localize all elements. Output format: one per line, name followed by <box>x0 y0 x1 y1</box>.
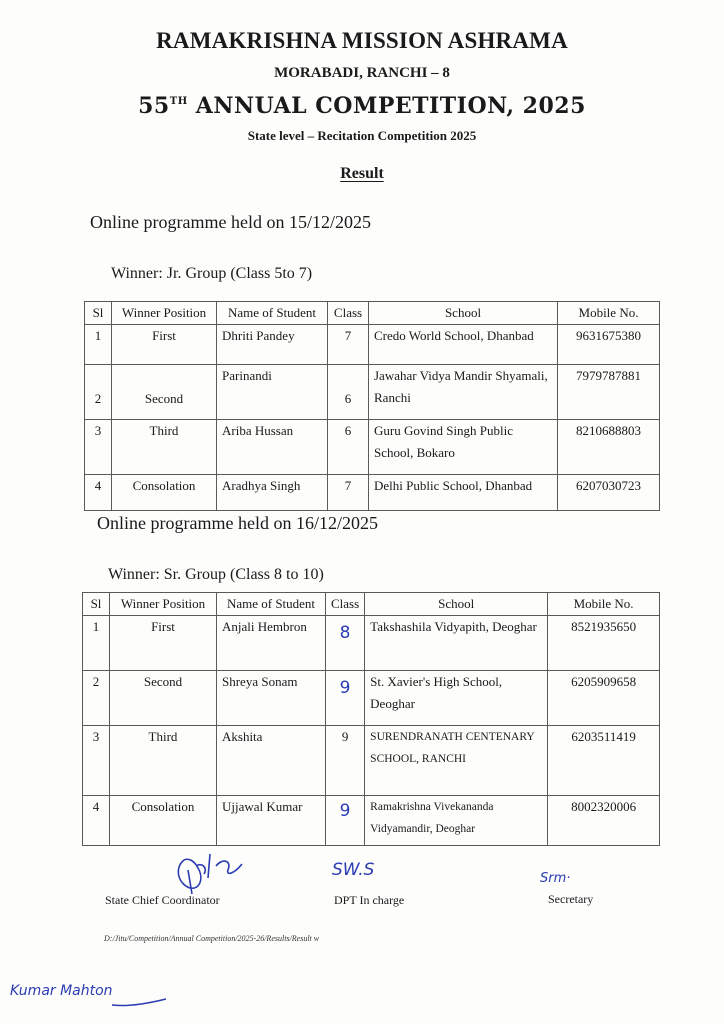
cell-name: Ariba Hussan <box>217 420 328 475</box>
cell-class-handwritten: 9 <box>326 671 365 726</box>
result-heading <box>0 165 724 183</box>
cell-school: St. Xavier's High School, Deoghar <box>365 671 548 726</box>
table-row <box>85 325 660 365</box>
cell-mobile: 8002320006 <box>548 796 660 846</box>
cell-mobile: 8521935650 <box>548 616 660 671</box>
table-row <box>83 726 660 796</box>
cell-school: Jawahar Vidya Mandir Shyamali, Ranchi <box>369 365 558 420</box>
coordinator-signature <box>170 848 260 898</box>
competition-title <box>0 93 724 119</box>
cell-position: First <box>112 325 217 365</box>
signature-underline <box>110 995 170 1009</box>
cell-mobile: 7979787881 <box>558 365 660 420</box>
cell-sl: 3 <box>85 420 112 475</box>
cell-mobile: 6203511419 <box>548 726 660 796</box>
cell-name: Aradhya Singh <box>217 475 328 511</box>
cell-school: Ramakrishna Vivekananda Vidyamandir, Deoghar <box>365 796 548 846</box>
table-row <box>85 475 660 511</box>
cell-sl: 1 <box>85 325 112 365</box>
coordinator-label: State Chief Coordinator <box>105 893 220 907</box>
dpt-signature: SW.S <box>332 860 375 880</box>
cell-class: 7 <box>328 325 369 365</box>
cell-class-handwritten: 9 <box>326 796 365 846</box>
col-mobile: Mobile No. <box>548 593 660 616</box>
cell-sl: 4 <box>85 475 112 511</box>
col-sl: Sl <box>85 302 112 325</box>
cell-class: 6 <box>328 420 369 475</box>
table-row <box>83 671 660 726</box>
cell-school: Takshashila Vidyapith, Deoghar <box>365 616 548 671</box>
col-position: Winner Position <box>110 593 217 616</box>
competition-name: ANNUAL COMPETITION, 2025 <box>187 93 586 119</box>
org-name: RAMAKRISHNA MISSION ASHRAMA <box>156 28 568 53</box>
cell-position: Third <box>112 420 217 475</box>
cell-position: Second <box>110 671 217 726</box>
junior-group-title: Winner: Jr. Group (Class 5to 7) <box>111 265 313 282</box>
cell-class: 7 <box>328 475 369 511</box>
col-name: Name of Student <box>217 302 328 325</box>
cell-mobile: 6207030723 <box>558 475 660 511</box>
secretary-signature: Srm· <box>540 871 571 886</box>
secretary-label: Secretary <box>548 892 594 906</box>
cell-mobile: 9631675380 <box>558 325 660 365</box>
table-row <box>83 796 660 846</box>
cell-position: Consolation <box>112 475 217 511</box>
table-row <box>83 616 660 671</box>
cell-position: First <box>110 616 217 671</box>
col-class: Class <box>326 593 365 616</box>
cell-sl: 2 <box>85 365 112 420</box>
cell-class: 9 <box>326 726 365 796</box>
org-address: MORABADI, RANCHI – 8 <box>274 65 450 81</box>
cell-mobile: 8210688803 <box>558 420 660 475</box>
cell-name: Anjali Hembron <box>217 616 326 671</box>
col-sl: Sl <box>83 593 110 616</box>
col-name: Name of Student <box>217 593 326 616</box>
cell-class-handwritten: 8 <box>326 616 365 671</box>
edition-number: 55 <box>138 93 170 119</box>
cell-school: SURENDRANATH CENTENARY SCHOOL, RANCHI <box>365 726 548 796</box>
cell-name: Dhriti Pandey <box>217 325 328 365</box>
col-class: Class <box>328 302 369 325</box>
cell-sl: 4 <box>83 796 110 846</box>
cell-position: Consolation <box>110 796 217 846</box>
cell-school: Guru Govind Singh Public School, Bokaro <box>369 420 558 475</box>
junior-results-table <box>84 301 660 511</box>
result-label: Result <box>340 165 384 182</box>
junior-programme-date: Online programme held on 15/12/2025 <box>90 212 371 232</box>
table-header-row <box>83 593 660 616</box>
col-position: Winner Position <box>112 302 217 325</box>
senior-results-table <box>82 592 660 846</box>
senior-group-title: Winner: Sr. Group (Class 8 to 10) <box>108 566 324 583</box>
table-header-row <box>85 302 660 325</box>
file-path: D:/Jitu/Competition/Annual Competition/2025-26/Results/Result w <box>104 934 320 943</box>
cell-position: Second <box>112 365 217 420</box>
cell-name: Shreya Sonam <box>217 671 326 726</box>
dpt-label: DPT In charge <box>334 893 405 907</box>
col-school: School <box>369 302 558 325</box>
edition-suffix: TH <box>169 96 188 107</box>
cell-sl: 1 <box>83 616 110 671</box>
cell-mobile: 6205909658 <box>548 671 660 726</box>
cell-class: 6 <box>328 365 369 420</box>
cell-sl: 2 <box>83 671 110 726</box>
cell-sl: 3 <box>83 726 110 796</box>
cell-name: Ujjawal Kumar <box>217 796 326 846</box>
subtitle: State level – Recitation Competition 2025 <box>247 128 477 143</box>
senior-programme-date: Online programme held on 16/12/2025 <box>97 513 378 533</box>
bottom-signature: Kumar Mahton <box>10 983 113 999</box>
table-row <box>85 365 660 420</box>
table-row <box>85 420 660 475</box>
cell-position: Third <box>110 726 217 796</box>
cell-school: Credo World School, Dhanbad <box>369 325 558 365</box>
cell-school: Delhi Public School, Dhanbad <box>369 475 558 511</box>
cell-name: Parinandi <box>217 365 328 420</box>
col-mobile: Mobile No. <box>558 302 660 325</box>
cell-name: Akshita <box>217 726 326 796</box>
col-school: School <box>365 593 548 616</box>
